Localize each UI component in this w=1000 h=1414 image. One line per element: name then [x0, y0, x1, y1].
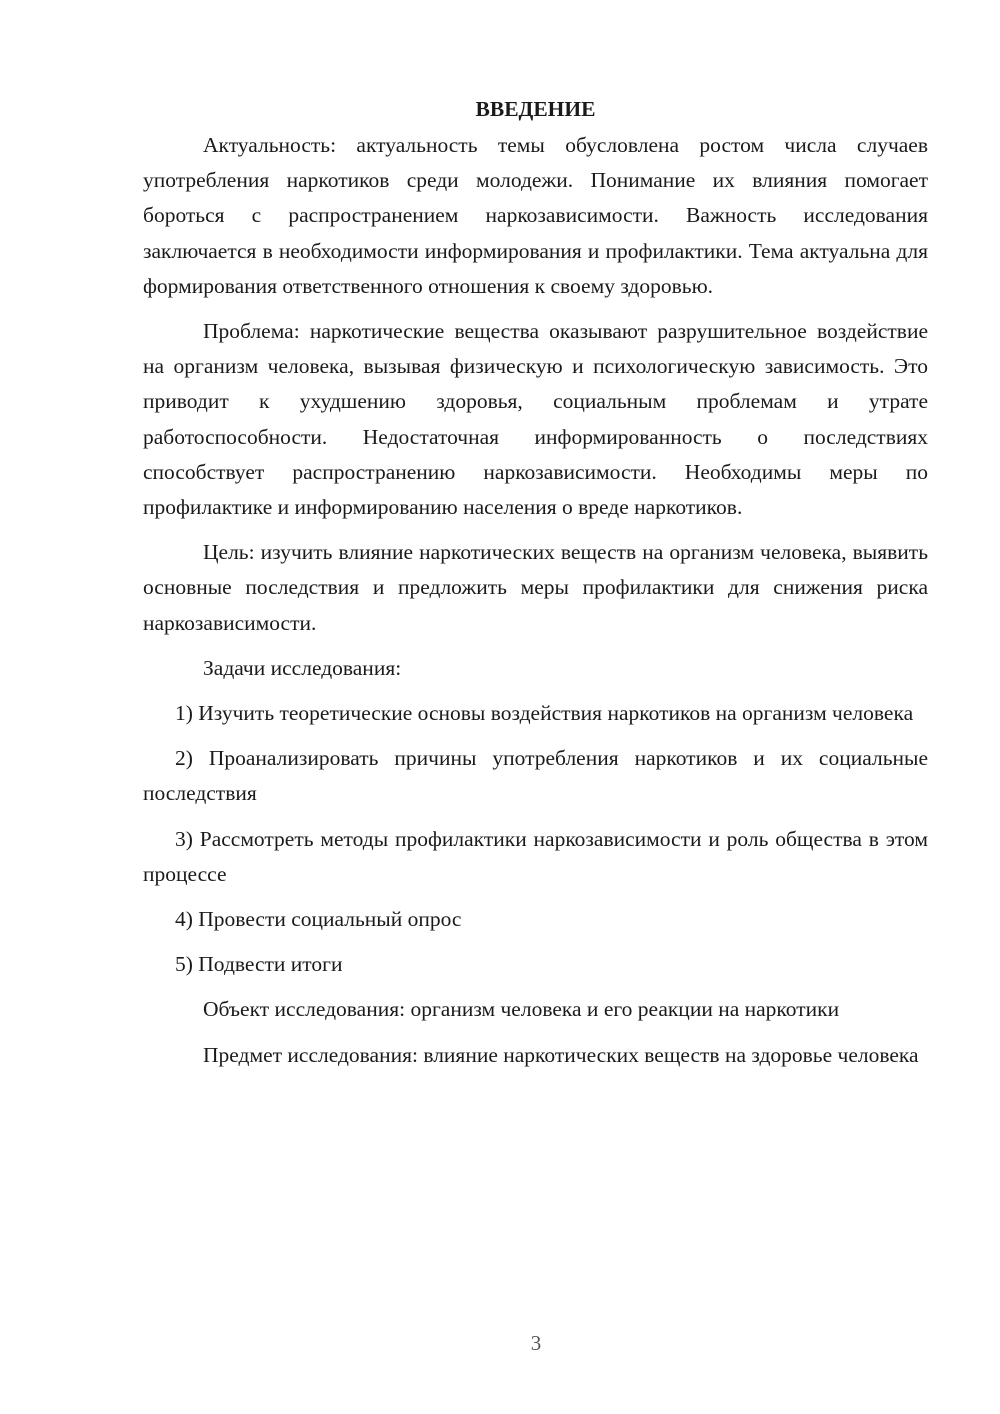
subject-paragraph: Предмет исследования: влияние наркотических веществ на здоровье человека	[203, 1042, 919, 1067]
goal-paragraph: Цель: изучить влияние наркотических веществ на организм человека, выявить основные последствия и предложить меры профилактики для снижения риска наркозависимости.	[143, 540, 928, 635]
task-item-3: 3) Рассмотреть методы профилактики наркозависимости и роль общества в этом процессе	[143, 826, 928, 886]
problem-paragraph: Проблема: наркотические вещества оказывают разрушительное воздействие на организм человека, вызывая физическую и психологическую зависимость. Это приводит к ухудшению здоровья, социальным проблемам и утрате работоспособности. Недостаточная информированность о последствиях способствует распространению наркозависимости. Необходимы меры по профилактике и информированию населения о вреде наркотиков.	[143, 319, 928, 520]
task-item-4: 4) Провести социальный опрос	[175, 907, 462, 932]
relevance-paragraph: Актуальность: актуальность темы обусловлена ростом числа случаев употребления наркотиков среди молодежи. Понимание их влияния помогает бороться с распространением наркозависимости. Важность исследования заключается в необходимости информирования и профилактики. Тема актуальна для формирования ответственного отношения к своему здоровью.	[143, 133, 928, 298]
page-number: 3	[530, 1331, 542, 1355]
task-item-1: 1) Изучить теоретические основы воздействия наркотиков на организм человека	[175, 701, 914, 726]
document-page	[143, 92, 928, 1083]
task-item-5: 5) Подвести итоги	[175, 952, 343, 977]
tasks-heading: Задачи исследования:	[203, 655, 402, 680]
object-paragraph: Объект исследования: организм человека и его реакции на наркотики	[203, 997, 840, 1022]
task-item-2: 2) Проанализировать причины употребления наркотиков и их социальные последствия	[143, 746, 928, 806]
section-title: ВВЕДЕНИЕ	[475, 97, 596, 121]
